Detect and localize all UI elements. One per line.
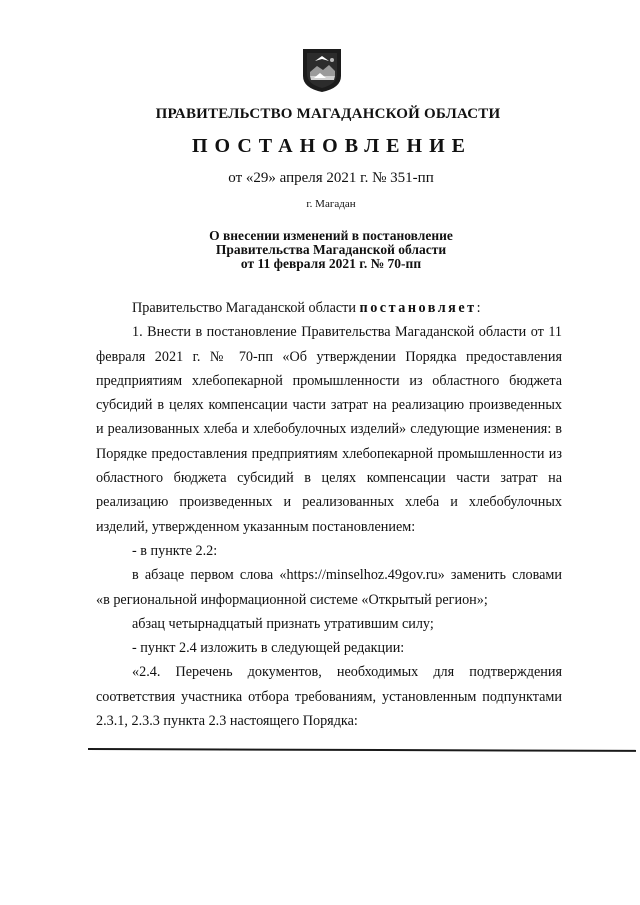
- subject-line-1: О внесении изменений в постановление: [209, 228, 453, 243]
- paragraph-5: - пункт 2.4 изложить в следующей редакции:: [132, 640, 405, 657]
- bottom-rule: [88, 748, 636, 752]
- intro-prefix: Правительство Магаданской области: [132, 300, 360, 316]
- paragraph-3: в абзаце первом слова «https://minselhoz.49gov.ru» заменить словами «в региональной информационной системе «Открытый регион»;: [96, 567, 562, 608]
- paragraph-6: «2.4. Перечень документов, необходимых для подтверждения соответствия участника отбора требованиям, установленным подпунктами 2.3.1, 2.3.3 пункта 2.3 настоящего Порядка:: [96, 664, 562, 730]
- decree-word: постановляет: [359, 300, 477, 316]
- intro-paragraph: [96, 296, 562, 320]
- paragraph-4: абзац четырнадцатый признать утратившим силу;: [132, 615, 434, 632]
- intro-suffix: :: [476, 300, 481, 316]
- paragraph-2: - в пункте 2.2:: [132, 542, 218, 559]
- document-type: ПОСТАНОВЛЕНИЕ: [192, 135, 472, 157]
- document-subject: [0, 229, 640, 271]
- subject-line-2: Правительства Магаданской области: [215, 242, 447, 257]
- government-title: ПРАВИТЕЛЬСТВО МАГАДАНСКОЙ ОБЛАСТИ: [155, 106, 501, 122]
- paragraph-1: 1. Внести в постановление Правительства Магаданской области от 11 февраля 2021 г. № 70-пп «Об утверждении Порядка предоставления предприятиям хлебопекарной промышленности из областного бюджета субсидий в целях компенсации части затрат на реализацию произведенных и реализованных хлеба и хлебобулочных изделий» следующие изменения: в Порядке предоставления предприятиям хлебопекарной промышленности из областного бюджета субсидий в целях компенсации части затрат на реализацию произведенных и реализованных хлеба и хлебобулочных изделий, утвержденном указанным постановлением:: [96, 324, 562, 535]
- subject-line-3: от 11 февраля 2021 г. № 70-пп: [240, 256, 422, 271]
- magadan-coat-of-arms-icon: [301, 46, 343, 94]
- document-date-number: от «29» апреля 2021 г. № 351-пп: [228, 170, 434, 186]
- document-city: г. Магадан: [306, 198, 356, 210]
- document-body: [96, 296, 562, 733]
